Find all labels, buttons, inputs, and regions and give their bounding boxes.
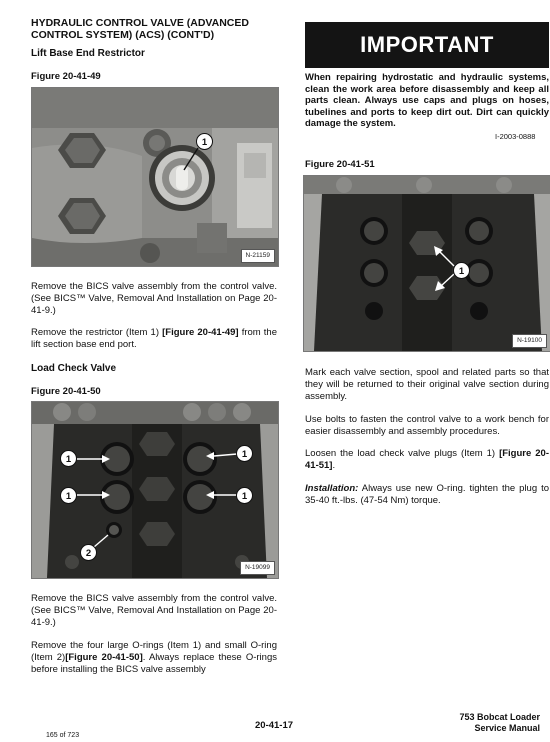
important-reference-code: I-2003-0888	[495, 132, 536, 141]
callout-item-2: 2	[80, 544, 97, 561]
paragraph-fasten-to-bench: Use bolts to fasten the control valve to a work bench for easier disassembly and assembly procedures.	[305, 414, 549, 437]
callout-item-1-top-left: 1	[60, 450, 77, 467]
section-title-line-1: HYDRAULIC CONTROL VALVE (ADVANCED	[31, 17, 249, 29]
manual-title	[459, 712, 540, 734]
figure-label-20-41-51: Figure 20-41-51	[305, 159, 375, 170]
callout-item-1-bottom-right: 1	[236, 487, 253, 504]
figure-reference: [Figure 20-41-50]	[65, 652, 143, 663]
paragraph-text: . Always replace these O-rings before installing the BICS valve assembly	[31, 652, 277, 675]
figure-label-20-41-49: Figure 20-41-49	[31, 71, 101, 82]
figure-reference: [Figure 20-41-51]	[305, 448, 549, 471]
paragraph-text: Remove the four large O-rings (Item 1) and small O-ring (Item 2)	[31, 640, 277, 663]
callout-item-1: 1	[196, 133, 213, 150]
section-title-line-2: CONTROL SYSTEM) (ACS) (CONT'D)	[31, 29, 215, 41]
page-count: 165 of 723	[46, 732, 80, 739]
figure-20-41-50-photo	[31, 401, 279, 579]
subheading-load-check-valve: Load Check Valve	[31, 363, 117, 374]
paragraph-text: Remove the restrictor (Item 1)	[31, 327, 163, 338]
valve-restrictor-illustration	[32, 88, 278, 266]
figure-reference: [Figure 20-41-49]	[162, 327, 239, 338]
paragraph-text: Loosen the load check valve plugs (Item 1)	[305, 448, 500, 459]
paragraph-text: from the lift section base end port.	[31, 327, 277, 350]
manual-title-line-1: 753 Bobcat Loader	[459, 712, 540, 722]
paragraph-text: Always use new O-ring. tighten the plug to 35-40 ft.-lbs. (47-54 Nm) torque.	[305, 483, 549, 506]
paragraph-mark-valve-sections: Mark each valve section, spool and related parts so that they will be returned to their original valve section during assembly.	[305, 367, 549, 402]
callout-item-1-top-right: 1	[236, 445, 253, 462]
manual-title-line-2: Service Manual	[474, 723, 540, 733]
paragraph-text: .	[332, 460, 336, 471]
figure-code-n-21159: N-21159	[241, 249, 275, 263]
figure-label-20-41-50: Figure 20-41-50	[31, 386, 101, 397]
important-banner: IMPORTANT	[305, 22, 549, 68]
paragraph-remove-restrictor	[31, 327, 277, 351]
paragraph-remove-bics-2: Remove the BICS valve assembly from the control valve. (See BICS™ Valve, Removal And Installation on Page 20-41-9.)	[31, 593, 277, 628]
paragraph-remove-o-rings	[31, 640, 277, 676]
paragraph-loosen-plugs	[305, 448, 549, 472]
figure-20-41-51-photo	[303, 175, 550, 352]
figure-code-n-19100: N-19100	[512, 334, 547, 348]
load-check-valve-plugs-illustration	[304, 176, 550, 351]
subheading-lift-base-end-restrictor: Lift Base End Restrictor	[31, 48, 145, 59]
figure-code-n-19099: N-19099	[240, 561, 275, 575]
page-number: 20-41-17	[255, 720, 294, 731]
callout-item-1-bottom-left: 1	[60, 487, 77, 504]
important-notice-text: When repairing hydrostatic and hydraulic systems, clean the work area before disassembly and keep all parts clean. Always use caps and plugs on hoses, tubelines and ports to keep dirt out. Dirt can quickly damage the system.	[305, 72, 549, 129]
paragraph-remove-bics-1: Remove the BICS valve assembly from the control valve. (See BICS™ Valve, Removal And Installation on Page 20-41-9.)	[31, 281, 277, 316]
figure-20-41-49-photo	[31, 87, 279, 267]
installation-label: Installation:	[305, 483, 359, 494]
callout-item-1: 1	[453, 262, 470, 279]
paragraph-installation	[305, 483, 549, 507]
